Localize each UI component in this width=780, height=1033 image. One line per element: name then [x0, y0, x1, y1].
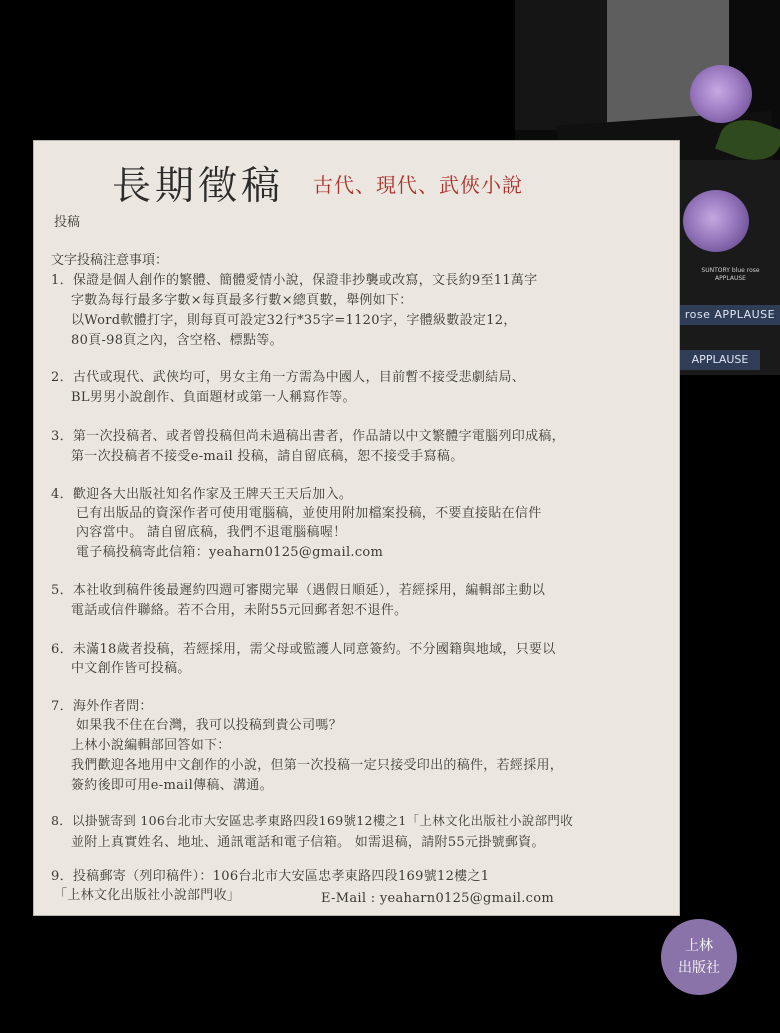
rule-6-line-2: 中文創作皆可投稿。	[71, 661, 191, 676]
rule-1-line-4: 80頁-98頁之內，含空格、標點等。	[71, 333, 283, 348]
rule-7-answer-line-2: 簽約後即可用e-mail傳稿、溝通。	[71, 778, 273, 793]
publisher-badge[interactable]	[661, 919, 737, 995]
photo-tiny-text: SUNTORY blue rose APPLAUSE	[701, 267, 760, 282]
rule-9-line-1: 9．投稿郵寄（列印稿件）：106台北市大安區忠孝東路四段169號12樓之1	[51, 869, 490, 884]
rule-2-line-1: 2．古代或現代、武俠均可，男女主角一方需為中國人，目前暫不接受悲劇結局、	[51, 370, 526, 385]
purple-rose-bottom	[683, 190, 749, 252]
rule-8-line-2: 並附上真實姓名、地址、通訊電話和電子信箱。 如需退稿，請附55元掛號郵資。	[71, 835, 545, 850]
photo-label-applause: APPLAUSE	[680, 350, 760, 370]
photo-dark-block	[515, 0, 607, 130]
rule-5-line-1: 5．本社收到稿件後最遲約四週可審閱完畢（遇假日順延），若經採用，編輯部主動以	[51, 583, 546, 598]
page-subtitle: 古代、現代、武俠小說	[313, 173, 523, 197]
rule-4-line-1: 4．歡迎各大出版社知名作家及王牌天王天后加入。	[51, 487, 353, 502]
rule-9-line-2: 「上林文化出版社小說部門收」	[54, 888, 241, 903]
rule-7-question: 如果我不住在台灣，我可以投稿到貴公司嗎？	[76, 718, 343, 733]
publisher-badge-line-2: 出版社	[678, 960, 720, 976]
purple-rose-top	[690, 65, 752, 123]
rule-7-answer-intro: 上林小說編輯部回答如下：	[71, 738, 231, 753]
rule-1-line-2: 字數為每行最多字數×每頁最多行數×總頁數，舉例如下：	[71, 293, 413, 308]
rule-4-email: 電子稿投稿寄此信箱：yeaharn0125@gmail.com	[76, 545, 384, 560]
rule-7-answer-line-1: 我們歡迎各地用中文創作的小說，但第一次投稿一定只接受印出的稿件，若經採用，	[71, 758, 564, 773]
notes-heading: 文字投稿注意事項：	[51, 253, 169, 268]
rule-7-line-1: 7．海外作者問：	[51, 699, 153, 714]
submission-label: 投稿	[54, 215, 81, 230]
rule-6-line-1: 6．未滿18歲者投稿，若經採用，需父母或監護人同意簽約。不分國籍與地域，只要以	[51, 642, 556, 657]
rule-2-line-2: BL男男小說創作、負面題材或第一人稱寫作等。	[71, 390, 356, 405]
rule-3-line-1: 3．第一次投稿者、或者曾投稿但尚未過稿出書者，作品請以中文繁體字電腦列印成稿，	[51, 429, 565, 444]
rule-4-line-2: 已有出版品的資深作者可使用電腦稿，並使用附加檔案投稿，不要直接貼在信件	[76, 506, 542, 521]
rule-3-line-2: 第一次投稿者不接受e-mail 投稿，請自留底稿，恕不接受手寫稿。	[71, 449, 464, 464]
rule-1-line-3: 以Word軟體打字，則每頁可設定32行*35字=1120字，字體級數設定12，	[71, 313, 517, 328]
submission-notice	[33, 140, 680, 916]
rule-5-line-2: 電話或信件聯絡。若不合用，未附55元回郵者恕不退件。	[71, 603, 408, 618]
rule-8-line-1: 8．以掛號寄到 106台北市大安區忠孝東路四段169號12樓之1「上林文化出版社小說部門收	[51, 813, 574, 828]
contact-email: E-Mail : yeaharn0125@gmail.com	[321, 891, 555, 906]
photo-label-rose-applause: rose APPLAUSE	[680, 305, 780, 325]
rule-1-line-1: 1．保證是個人創作的繁體、簡體愛情小說，保證非抄襲或改寫，文長約9至11萬字	[51, 273, 538, 288]
page-title: 長期徵稿	[112, 164, 285, 209]
publisher-badge-line-1: 上林	[685, 938, 713, 954]
rule-4-line-3: 內容當中。 請自留底稿，我們不退電腦稿喔！	[76, 525, 347, 540]
